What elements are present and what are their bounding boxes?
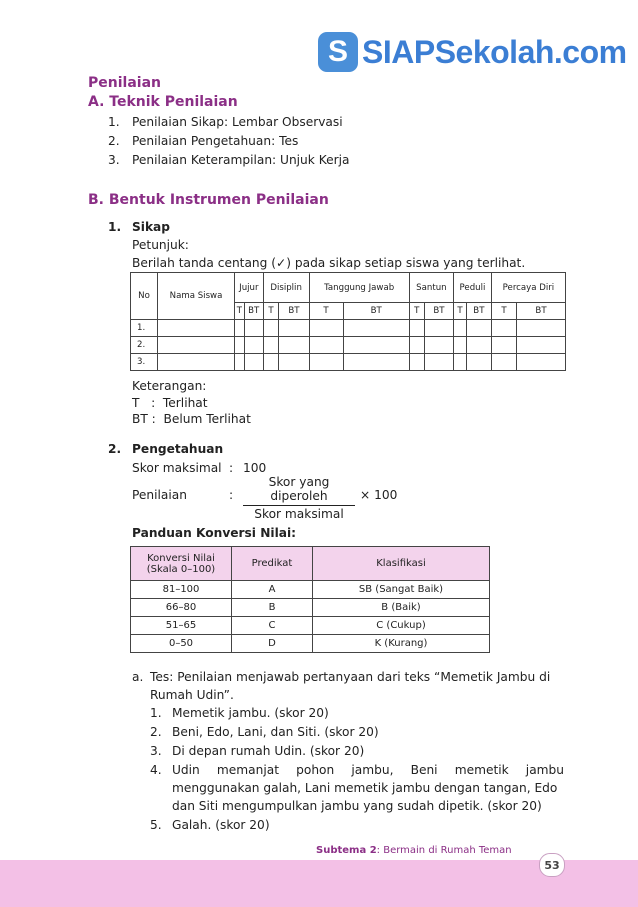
- sikap-instruction: Berilah tanda centang (✓) pada sikap setiap siswa yang terlihat.: [132, 256, 526, 270]
- conv-header: Klasifikasi: [313, 547, 490, 581]
- sikap-title: Sikap: [132, 220, 171, 234]
- list-item: 2. Penilaian Pengetahuan: Tes: [108, 134, 299, 148]
- table-row: 2.: [131, 337, 566, 354]
- table-row: 51–65 C C (Cukup): [131, 617, 490, 635]
- fraction-bar: [243, 505, 355, 506]
- tes-text-2: Rumah Udin”.: [150, 688, 234, 702]
- keterangan-label: Keterangan:: [132, 379, 207, 393]
- logo-badge: S: [318, 32, 358, 72]
- pengetahuan-num: 2.: [108, 442, 122, 456]
- conversion-table: [130, 546, 490, 653]
- attr-header: Peduli: [454, 273, 492, 303]
- skor-label: Skor maksimal: [132, 461, 222, 475]
- answer-list: [150, 704, 564, 834]
- table-row: 1.: [131, 320, 566, 337]
- legend-t: T : Terlihat: [132, 396, 208, 410]
- list-item: 1. Memetik jambu. (skor 20): [150, 706, 329, 720]
- table-row: 0–50 D K (Kurang): [131, 635, 490, 653]
- petunjuk-label: Petunjuk:: [132, 238, 189, 252]
- penilaian-label: Penilaian: [132, 488, 187, 502]
- pengetahuan-title: Pengetahuan: [132, 442, 224, 456]
- sub-bt: BT: [424, 303, 453, 320]
- attr-header: Tanggung Jawab: [309, 273, 409, 303]
- list-item: 4. Udin memanjat pohon jambu, Beni memetik jambu menggunakan galah, Lani memetik jambu dengan tangan, Edo dan Siti mengumpulkan jambu yang sudah dipetik. (skor 20): [150, 763, 564, 813]
- skor-sep: :: [229, 461, 234, 475]
- tes-label: a.: [132, 670, 144, 684]
- penilaian-sep: :: [229, 488, 234, 502]
- sikap-table: [130, 272, 566, 371]
- attr-header: Percaya Diri: [491, 273, 565, 303]
- technique-list: [108, 113, 349, 170]
- col-nama-header: Nama Siswa: [158, 273, 235, 320]
- footer-subtema: Subtema 2: Bermain di Rumah Teman: [316, 845, 512, 856]
- sub-t: T: [454, 303, 467, 320]
- attr-header: Disiplin: [263, 273, 309, 303]
- logo-text: SIAPSekolah.com: [362, 33, 627, 70]
- heading-a: A. Teknik Penilaian: [88, 94, 238, 110]
- attr-header: Santun: [409, 273, 453, 303]
- list-item: 3. Di depan rumah Udin. (skor 20): [150, 744, 365, 758]
- times-100: × 100: [360, 488, 398, 502]
- score-fraction: [243, 475, 355, 521]
- fraction-denominator: Skor maksimal: [254, 507, 344, 521]
- list-item: 2. Beni, Edo, Lani, dan Siti. (skor 20): [150, 725, 379, 739]
- legend-bt: BT : Belum Terlihat: [132, 412, 251, 426]
- sub-bt: BT: [517, 303, 566, 320]
- page-number: 53: [539, 853, 565, 877]
- table-row: 3.: [131, 354, 566, 371]
- conv-header: Predikat: [232, 547, 313, 581]
- table-row: 66–80 B B (Baik): [131, 599, 490, 617]
- site-logo: [318, 26, 627, 78]
- tes-text-1: Tes: Penilaian menjawab pertanyaan dari teks “Memetik Jambu di: [150, 670, 551, 684]
- attr-header: Jujur: [235, 273, 264, 303]
- sub-t: T: [235, 303, 245, 320]
- col-no-header: No: [131, 273, 158, 320]
- list-item: 1. Penilaian Sikap: Lembar Observasi: [108, 115, 343, 129]
- list-item: 5. Galah. (skor 20): [150, 818, 270, 832]
- sub-t: T: [491, 303, 516, 320]
- fraction-numerator: Skor yang diperoleh: [268, 475, 330, 503]
- table-row: 81–100 A SB (Sangat Baik): [131, 581, 490, 599]
- sub-bt: BT: [466, 303, 491, 320]
- sub-bt: BT: [244, 303, 263, 320]
- skor-value: 100: [243, 461, 267, 475]
- sub-bt: BT: [279, 303, 309, 320]
- heading-b: B. Bentuk Instrumen Penilaian: [88, 192, 329, 208]
- sub-t: T: [309, 303, 343, 320]
- sikap-num: 1.: [108, 220, 122, 234]
- panduan-title: Panduan Konversi Nilai:: [132, 526, 297, 540]
- sub-bt: BT: [343, 303, 409, 320]
- section-title: Penilaian: [88, 75, 161, 91]
- list-item: 3. Penilaian Keterampilan: Unjuk Kerja: [108, 153, 350, 167]
- sub-t: T: [263, 303, 279, 320]
- sub-t: T: [409, 303, 424, 320]
- conv-header: Konversi Nilai (Skala 0–100): [131, 547, 232, 581]
